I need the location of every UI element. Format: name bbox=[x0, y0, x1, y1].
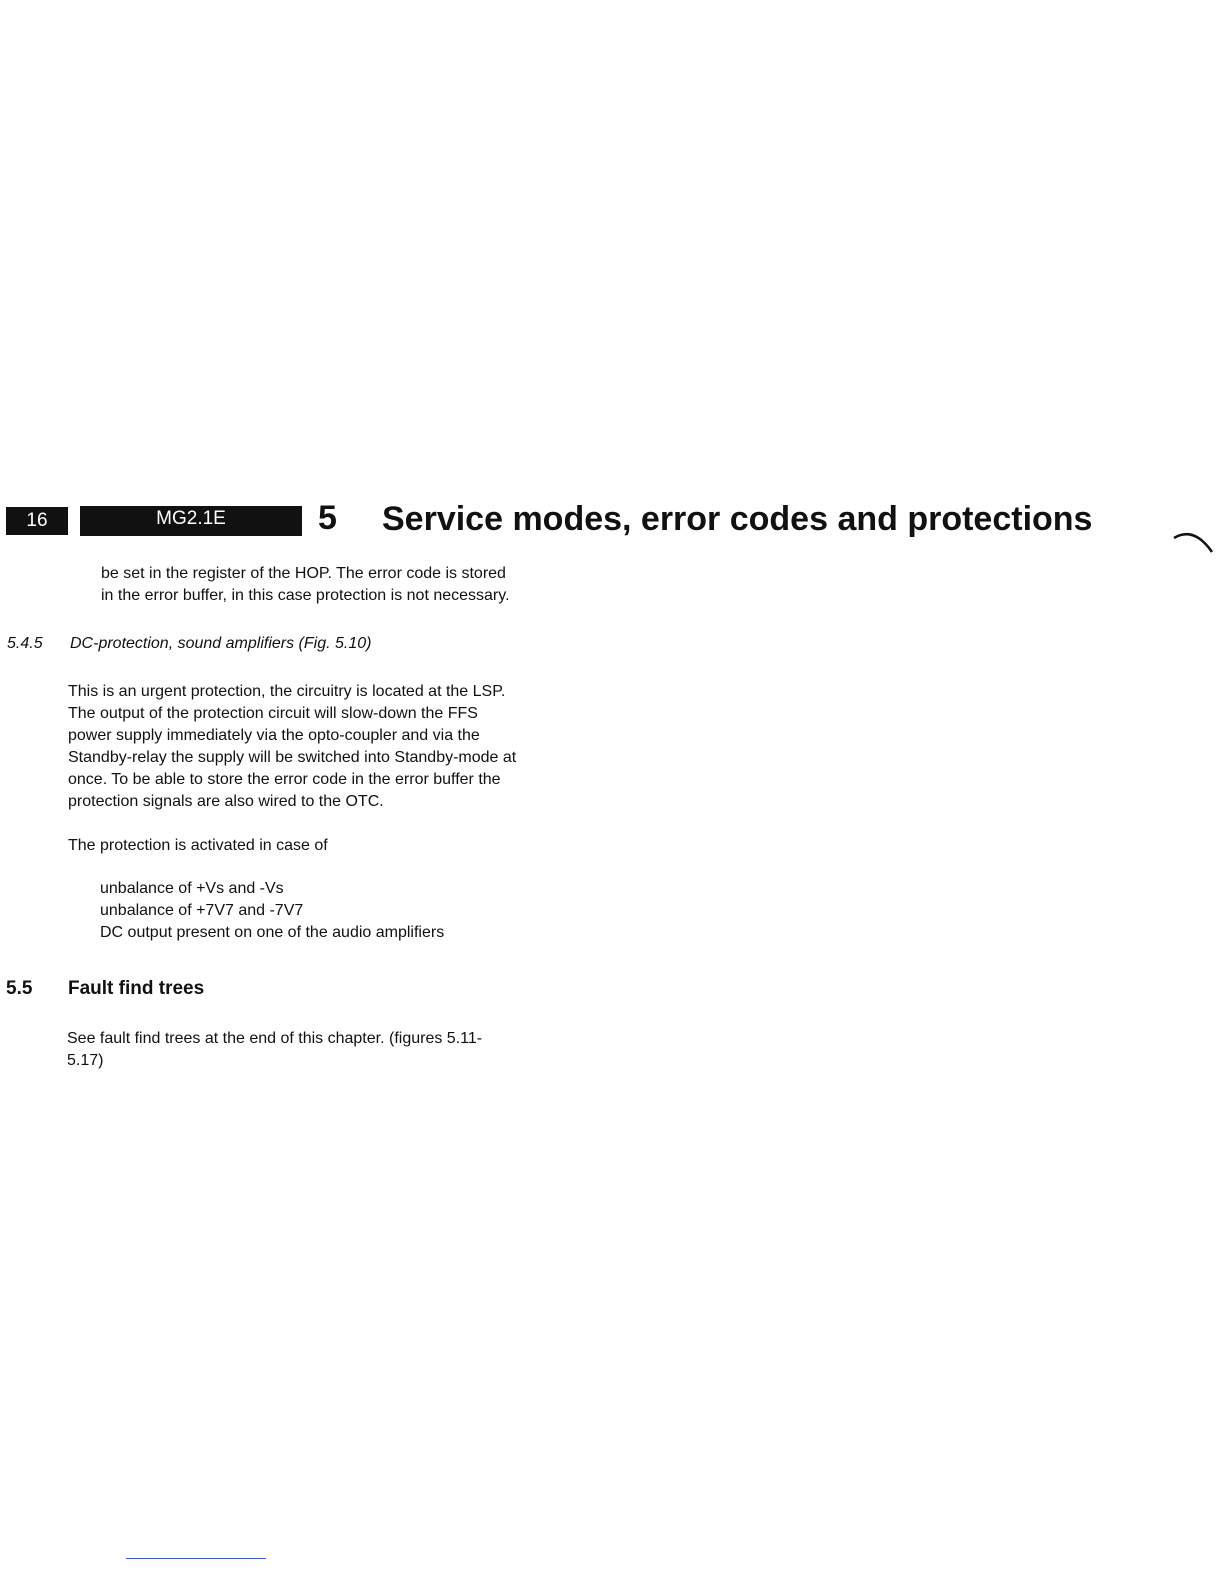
paragraph-line: See fault find trees at the end of this chapter. (figures 5.11- bbox=[67, 1030, 483, 1047]
intro-paragraph bbox=[101, 563, 510, 607]
subsection-number: 5.4.5 bbox=[7, 635, 43, 652]
paragraph-line: once. To be able to store the error code in the error buffer the bbox=[68, 771, 501, 788]
paragraph-line: power supply immediately via the opto-coupler and via the bbox=[68, 727, 480, 744]
section-title: Fault find trees bbox=[68, 978, 205, 999]
intro-line: be set in the register of the HOP. The error code is stored bbox=[101, 565, 506, 582]
fault-tree-paragraph bbox=[67, 1028, 482, 1072]
protection-paragraph bbox=[68, 681, 516, 813]
paragraph-line: protection signals are also wired to the OTC. bbox=[68, 793, 384, 810]
conditions-list bbox=[100, 878, 444, 944]
paragraph-line: Standby-relay the supply will be switched into Standby-mode at bbox=[68, 749, 517, 766]
paragraph-line: This is an urgent protection, the circuitry is located at the LSP. bbox=[68, 683, 506, 700]
list-item: DC output present on one of the audio amplifiers bbox=[100, 924, 445, 941]
paragraph-line: 5.17) bbox=[67, 1052, 104, 1069]
corner-arc-icon bbox=[1172, 528, 1216, 554]
chapter-number: 5 bbox=[318, 499, 337, 537]
activation-text bbox=[68, 835, 328, 857]
intro-line: in the error buffer, in this case protection is not necessary. bbox=[101, 587, 510, 604]
activation-line: The protection is activated in case of bbox=[68, 837, 328, 854]
list-item: unbalance of +Vs and -Vs bbox=[100, 880, 284, 897]
chapter-title: Service modes, error codes and protections bbox=[382, 500, 1093, 538]
section-number: 5.5 bbox=[6, 978, 33, 999]
list-item: unbalance of +7V7 and -7V7 bbox=[100, 902, 304, 919]
model-badge: MG2.1E bbox=[80, 506, 302, 536]
subsection-title: DC-protection, sound amplifiers (Fig. 5.10) bbox=[70, 635, 372, 652]
footer-rule bbox=[126, 1558, 266, 1559]
page-number-badge: 16 bbox=[6, 507, 68, 535]
paragraph-line: The output of the protection circuit will slow-down the FFS bbox=[68, 705, 478, 722]
